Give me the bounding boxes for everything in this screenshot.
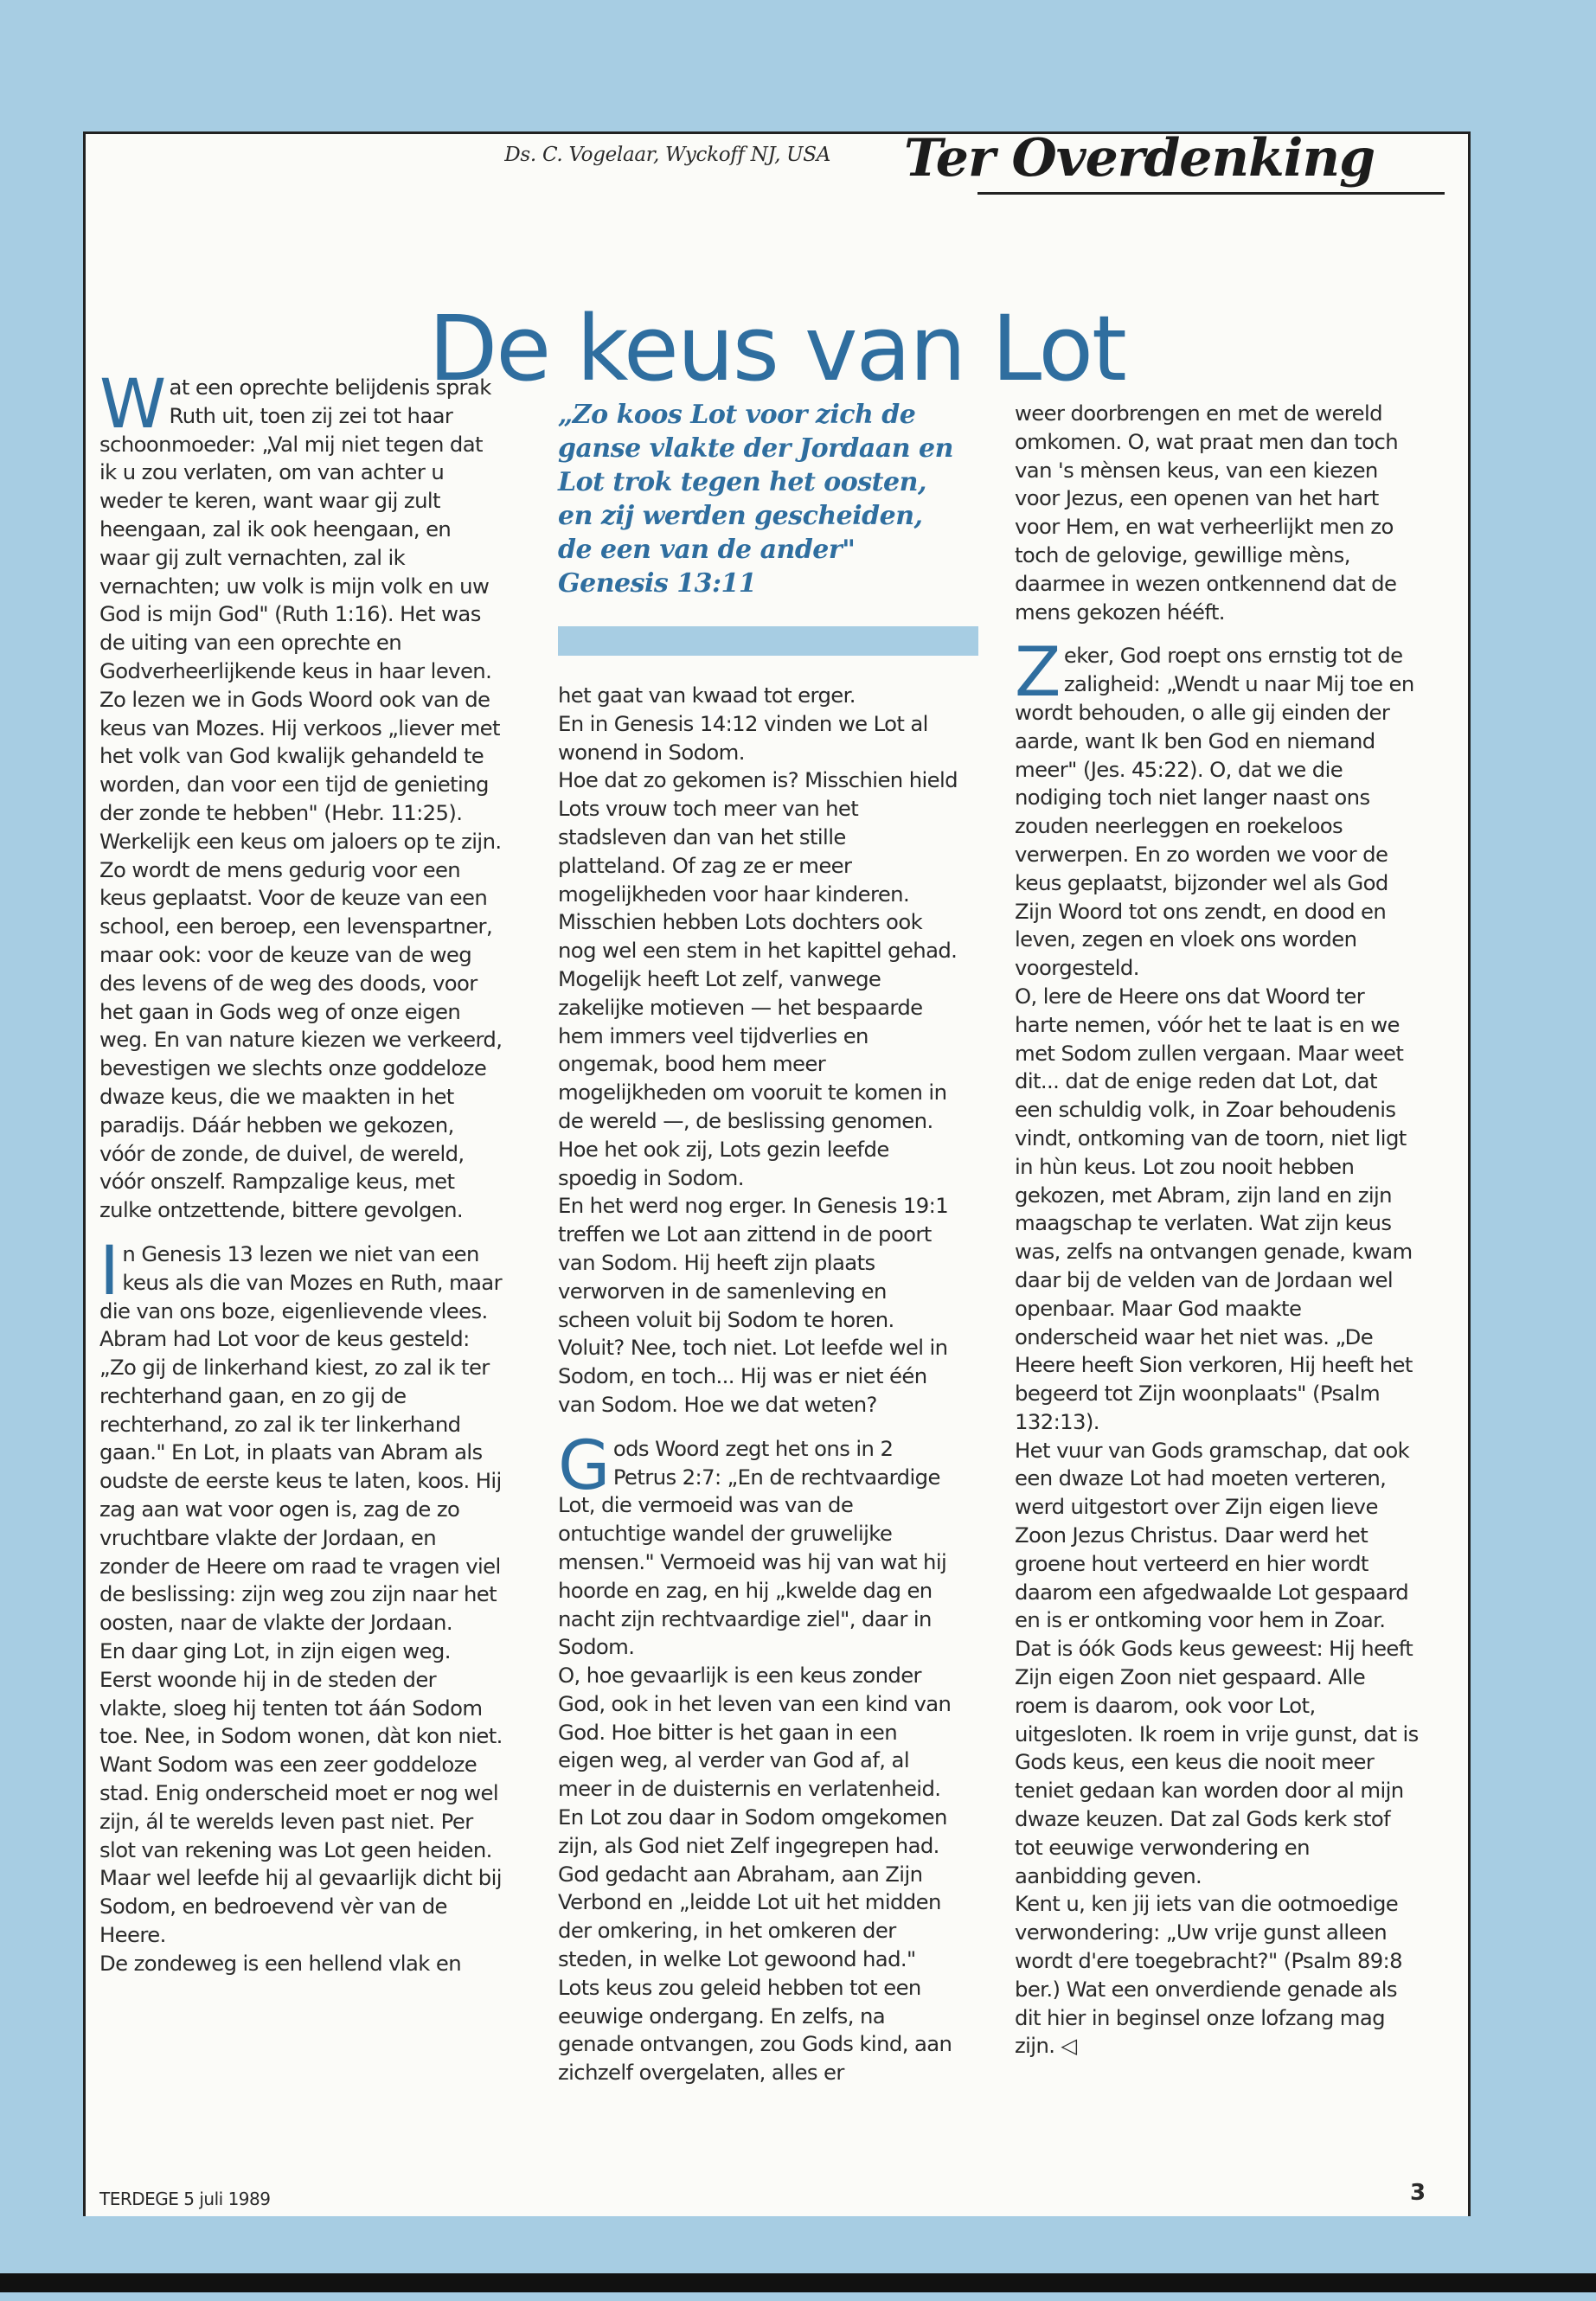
paragraph: Het vuur van Gods gramschap, dat ook een dwaze Lot had moeten verteren, werd uitgestort over Zijn eigen lieve Zoon Jezus Christus. Daar werd het groene hout verteerd en hier wordt daarom een afgedwaalde Lot gespaard en is er ontkoming voor hem in Zoar. Dat is óók Gods keus geweest: Hij heeft Zijn eigen Zoon niet gespaard. Alle roem is daarom, ook voor Lot, uitgesloten. Ik roem in vrije gunst, dat is Gods keus, een keus die nooit meer teniet gedaan kan worden door al mijn dwaze keuzen. Dat zal Gods kerk stof tot eeuwige verwondering en aanbidding geven. [1015, 1437, 1419, 1888]
column-1 [99, 366, 504, 2121]
scan-border [0, 2273, 1596, 2292]
paragraph: O, hoe gevaarlijk is een keus zonder God, ook in het leven van een kind van God. Hoe bitter is het gaan in een eigen weg, al verder van God af, al meer in de duisternis en verlatenheid. En Lot zou daar in Sodom omgekomen zijn, als God niet Zelf ingegrepen had. God gedacht aan Abraham, aan Zijn Verbond en „leidde Lot uit het midden der omkering, in het omkeren der steden, in welke Lot gewoond had." [558, 1663, 952, 1972]
paragraph: En in Genesis 14:12 vinden we Lot al wonend in Sodom. [558, 710, 928, 765]
paragraph: Zo wordt de mens gedurig voor een keus geplaatst. Voor de keuze van een school, een beroep, een levenspartner, maar ook: voor de keuze van de weg des levens of de weg des doods, voor het gaan in Gods weg of onze eigen weg. En van nature kiezen we verkeerd, bevestigen we slechts onze goddeloze dwaze keus, die we maakten in het paradijs. Dáár hebben we gekozen, vóór de zonde, de duivel, de wereld, vóór onszelf. Rampzalige keus, met zulke ontzettende, bittere gevolgen. [99, 856, 503, 1223]
drop-cap: I [99, 1232, 119, 1311]
paragraph-text: at een oprechte belijdenis sprak Ruth uit, toen zij zei tot haar schoonmoeder: „Val mij niet tegen dat ik u zou verlaten, om van achter u weder te keren, want waar gij zult heengaan, zal ik ook heengaan, en waar gij zult vernachten, zal ik vernachten; uw volk is mijn volk en uw God is mijn God" (Ruth 1:16). Het was de uiting van een oprechte en Godverheerlijkende keus in haar leven. [99, 375, 492, 683]
paragraph: Kent u, ken jij iets van die ootmoedige verwondering: „Uw vrije gunst alleen wordt d'ere toegebracht?" (Psalm 89:8 ber.) Wat een onverdiende genade als dit hier in beginsel onze lofzang mag zijn. ◁ [1015, 1891, 1402, 2059]
pull-quote-band [558, 626, 978, 656]
paragraph: En het werd nog erger. In Genesis 19:1 treffen we Lot aan zittend in de poort van Sodom. Hij heeft zijn plaats verworven in de samenleving en scheen voluit bij Sodom te horen. Voluit? Nee, toch niet. Lot leefde wel in Sodom, en toch... Hij was er niet één van Sodom. Hoe we dat weten? [558, 1193, 949, 1417]
paragraph: De zondeweg is een hellend vlak en [99, 1950, 461, 1976]
section-heading: Ter Overdenking [904, 128, 1375, 189]
paragraph [1015, 634, 1420, 983]
article-title: De keus van Lot [428, 295, 1125, 401]
page-number: 3 [1410, 2180, 1426, 2206]
pull-quote-reference: Genesis 13:11 [558, 568, 757, 599]
column-2 [558, 682, 958, 2152]
drop-cap: G [558, 1426, 610, 1505]
author-byline: Ds. C. Vogelaar, Wyckoff NJ, USA [504, 144, 830, 166]
paragraph [99, 1232, 504, 1638]
pull-quote [558, 398, 960, 600]
paragraph: het gaat van kwaad tot erger. [558, 683, 856, 708]
paragraph-text: n Genesis 13 lezen we niet van een keus als die van Mozes en Ruth, maar die van ons boze, eigenlievende vlees. Abram had Lot voor de keus gesteld: „Zo gij de linkerhand kiest, zo zal ik ter rechterhand gaan, en zo gij de rechterhand, zo zal ik ter linkerhand gaan." En Lot, in plaats van Abram als oudste de eerste keus te laten, koos. Hij zag aan wat voor ogen is, zag de zo vruchtbare vlakte der Jordaan, en zonder de Heere om raad te vragen viel de beslissing: zijn weg zou zijn naar het oosten, naar de vlakte der Jordaan. [99, 1240, 502, 1636]
paragraph: weer doorbrengen en met de wereld omkomen. O, wat praat men dan toch van 's mènsen keus, van een kiezen voor Jezus, een openen van het hart voor Hem, en wat verheerlijkt men zo toch de gelovige, gewillige mèns, daarmee in wezen ontkennend dat de mens gekozen hééft. [1015, 401, 1399, 625]
pull-quote-text: „Zo koos Lot voor zich de ganse vlakte der Jordaan en Lot trok tegen het oosten, en zij werden gescheiden, de een van de ander" [558, 400, 953, 565]
paragraph [558, 1426, 958, 1662]
publication-footer: TERDEGE 5 juli 1989 [99, 2189, 271, 2209]
paragraph [99, 366, 504, 686]
paragraph: Zo lezen we in Gods Woord ook van de keus van Mozes. Hij verkoos „liever met het volk van God kwalijk gehandeld te worden, dan voor een tijd de genieting der zonde te hebben" (Hebr. 11:25). Werkelijk een keus om jaloers op te zijn. [99, 686, 502, 854]
drop-cap: Z [1015, 634, 1061, 713]
paragraph-text: ods Woord zegt het ons in 2 Petrus 2:7: „En de rechtvaardige Lot, die vermoeid was van de ontuchtige wandel der gruwelijke mensen." Vermoeid was hij van wat hij hoorde en zag, en hij „kwelde dag en nacht zijn rechtvaardige ziel", daar in Sodom. [558, 1435, 947, 1660]
paragraph: Hoe dat zo gekomen is? Misschien hield Lots vrouw toch meer van het stadsleven dan van het stille platteland. Of zag ze er meer mogelijkheden voor haar kinderen. Misschien hebben Lots dochters ook nog wel een stem in het kapittel gehad. Mogelijk heeft Lot zelf, vanwege zakelijke motieven — het bespaarde hem immers veel tijdverlies en ongemak, bood hem meer mogelijkheden om vooruit te komen in de wereld —, de beslissing genomen. Hoe het ook zij, Lots gezin leefde spoedig in Sodom. [558, 767, 958, 1190]
paragraph: Lots keus zou geleid hebben tot een eeuwige ondergang. En zelfs, na genade ontvangen, zou Gods kind, aan zichzelf overgelaten, alles er [558, 1974, 952, 2086]
header-rule [977, 192, 1445, 195]
column-3 [1015, 400, 1420, 2147]
paragraph: O, lere de Heere ons dat Woord ter harte nemen, vóór het te laat is en we met Sodom zullen vergaan. Maar weet dit... dat de enige reden dat Lot, dat een schuldig volk, in Zoar behoudenis vindt, ontkoming van de toorn, niet ligt in hùn keus. Lot zou nooit hebben gekozen, met Abram, zijn land en zijn maagschap te verlaten. Wat zijn keus was, zelfs na ontvangen genade, kwam daar bij de velden van de Jordaan wel openbaar. Maar God maakte onderscheid waar het niet was. „De Heere heeft Sion verkoren, Hij heeft het begeerd tot Zijn woonplaats" (Psalm 132:13). [1015, 983, 1413, 1434]
drop-cap: W [99, 366, 166, 444]
paragraph-text: eker, God roept ons ernstig tot de zaligheid: „Wendt u naar Mij toe en wordt behouden, o alle gij einden der aarde, want Ik ben God en niemand meer" (Jes. 45:22). O, dat we die nodiging toch niet langer naast ons zouden neerleggen en roekeloos verwerpen. En zo worden we voor de keus geplaatst, bijzonder wel als God Zijn Woord tot ons zendt, en dood en leven, zegen en vloek ons worden voorgesteld. [1015, 643, 1414, 981]
paragraph: En daar ging Lot, in zijn eigen weg. Eerst woonde hij in de steden der vlakte, sloeg hij tenten tot áán Sodom toe. Nee, in Sodom wonen, dàt kon niet. Want Sodom was een zeer goddeloze stad. Enig onderscheid moet er nog wel zijn, ál te werelds leven past niet. Per slot van rekening was Lot geen heiden. Maar wel leefde hij al gevaarlijk dicht bij Sodom, en bedroevend vèr van de Heere. [99, 1638, 503, 1948]
